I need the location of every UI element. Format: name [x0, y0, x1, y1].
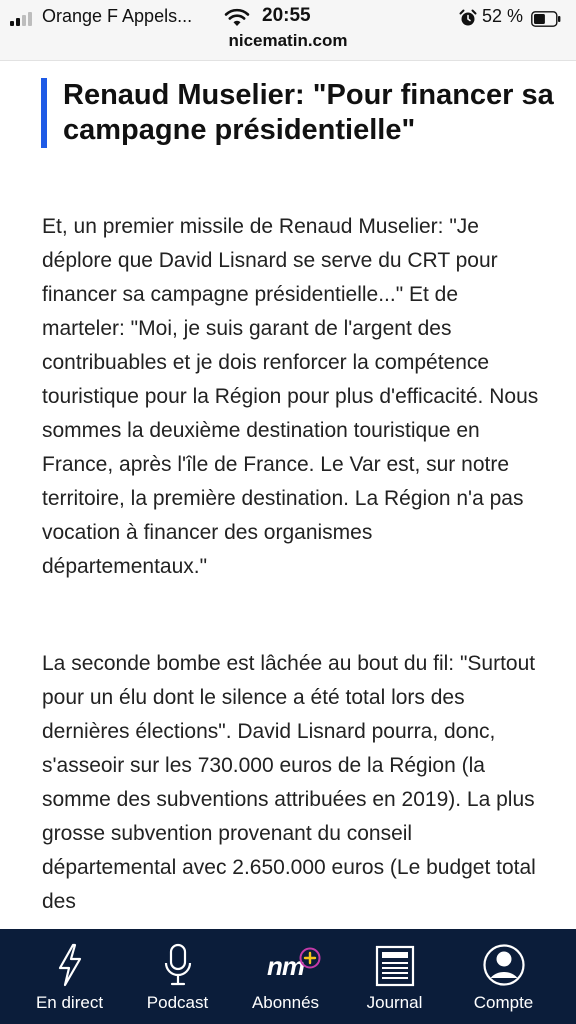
address-bar-url[interactable]: nicematin.com — [228, 31, 348, 50]
nm-logo-text: nm — [267, 951, 304, 981]
newspaper-icon — [375, 943, 415, 987]
nav-item-podcast[interactable] — [120, 929, 235, 1024]
lightning-icon — [55, 943, 85, 987]
nav-label: Journal — [366, 993, 423, 1012]
clock-time: 20:55 — [262, 5, 311, 26]
microphone-icon — [163, 943, 193, 987]
article-paragraph: La seconde bombe est lâchée au bout du fil: "Surtout pour un élu dont le silence a été total lors des dernières élections". David Lisnard pourra, donc, s'asseoir sur les 730.000 euros de la Région (la somme des subventions attribuées en 2019). La plus grosse subvention provenant du conseil départemental avec 2.650.000 euros (Le budget total des — [42, 652, 536, 913]
nav-item-abonnes[interactable] — [228, 929, 343, 1024]
nav-label: Compte — [473, 993, 534, 1012]
article-paragraph: Et, un premier missile de Renaud Muselier: "Je déplore que David Lisnard se serve du CRT pour financer sa campagne présidentielle..." Et de marteler: "Moi, je suis garant de l'argent des contribuables et je dois renforcer la compétence touristique pour la Région pour plus d'efficacité. Nous sommes la deuxième destination touristique en France, après l'île de France. Le Var est, sur notre territoire, la première destination. La Région n'a pas vocation à financer des organismes départementaux." — [42, 215, 539, 578]
nav-label: Podcast — [146, 993, 209, 1012]
battery-percentage: 52 % — [482, 6, 524, 26]
wifi-icon — [224, 8, 250, 28]
article-subheadline: Renaud Muselier: "Pour financer sa campagne présidentielle" — [63, 79, 554, 146]
battery-icon — [531, 11, 561, 27]
nav-item-compte[interactable] — [446, 929, 561, 1024]
alarm-icon — [459, 9, 477, 27]
account-icon — [482, 943, 526, 987]
nav-item-journal[interactable] — [337, 929, 452, 1024]
nav-item-en-direct[interactable] — [12, 929, 127, 1024]
nav-label: En direct — [35, 993, 104, 1012]
article-heading-block — [41, 78, 563, 148]
nav-label: Abonnés — [251, 993, 320, 1012]
nm-plus-logo — [251, 943, 321, 989]
bottom-navigation-bar — [0, 929, 576, 1024]
plus-badge-icon — [299, 947, 321, 969]
cellular-signal-icon — [10, 12, 36, 26]
status-bar — [0, 0, 576, 61]
carrier-name: Orange F Appels... — [42, 6, 193, 26]
